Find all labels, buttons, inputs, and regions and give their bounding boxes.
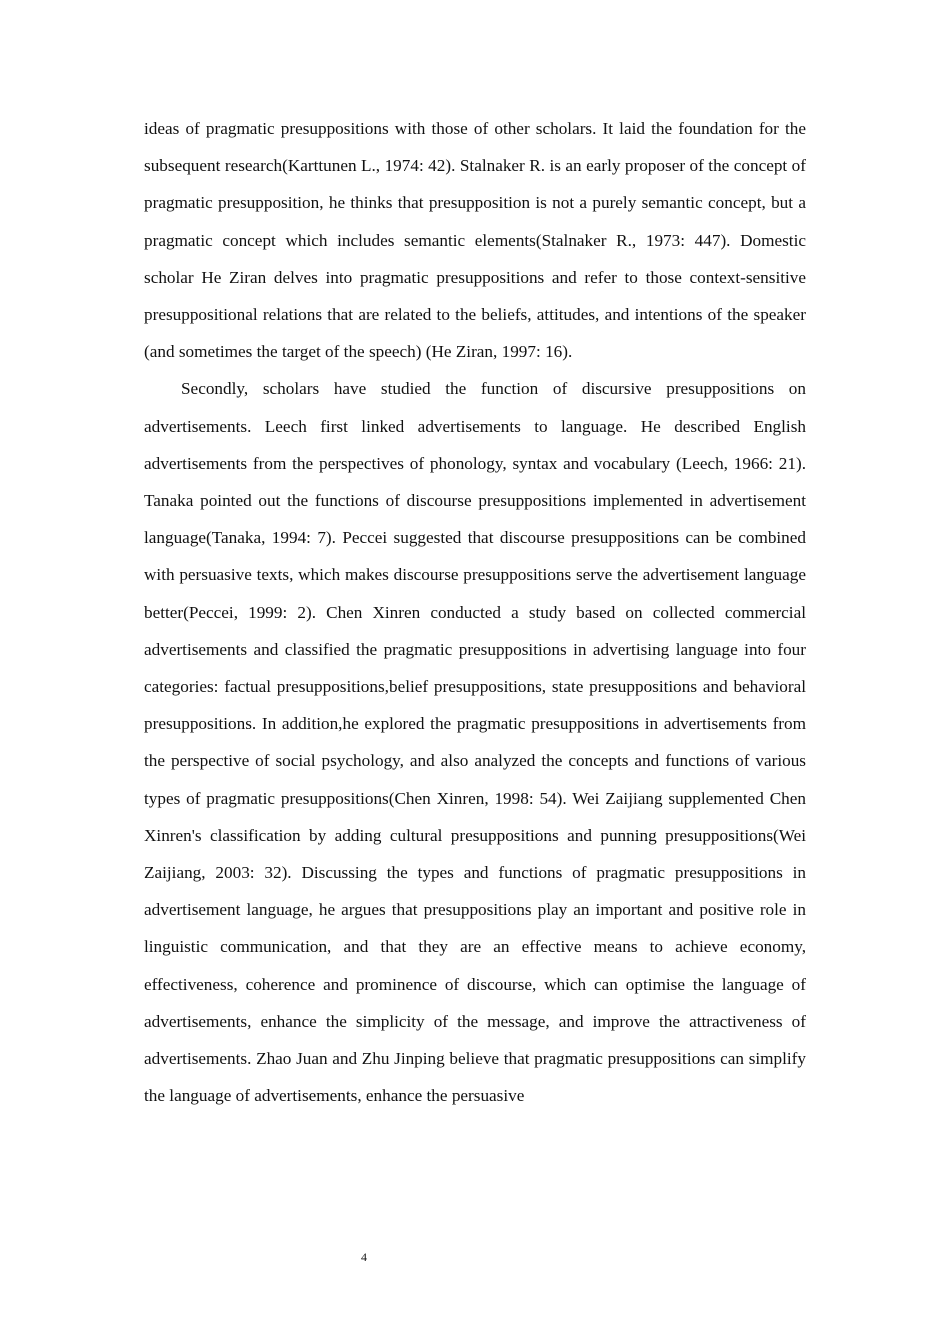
paragraph-continued: ideas of pragmatic presuppositions with those of other scholars. It laid the foundation for the subsequent research(Karttunen L., 1974: 42). Stalnaker R. is an early proposer of the concept of pragmatic presupposition, he thinks that presupposition is not a purely semantic concept, but a pragmatic concept which includes semantic elements(Stalnaker R., 1973: 447). Domestic scholar He Ziran delves into pragmatic presuppositions and refer to those context-sensitive presuppositional relations that are related to the beliefs, attitudes, and intentions of the speaker (and sometimes the target of the speech) (He Ziran, 1997: 16). (144, 119, 806, 362)
paragraph-secondly: Secondly, scholars have studied the function of discursive presuppositions on advertisements. Leech first linked advertisements to language. He described English advertisements from the perspectives of phonology, syntax and vocabulary (Leech, 1966: 21). Tanaka pointed out the functions of discourse presuppositions implemented in advertisement language(Tanaka, 1994: 7). Peccei suggested that discourse presuppositions can be combined with persuasive texts, which makes discourse presuppositions serve the advertisement language better(Peccei, 1999: 2). Chen Xinren conducted a study based on collected commercial advertisements and classified the pragmatic presuppositions in advertising language into four categories: factual presuppositions,belief presuppositions, state presuppositions and behavioral presuppositions. In addition,he explored the pragmatic presuppositions in advertisements from the perspective of social psychology, and also analyzed the concepts and functions of various types of pragmatic presuppositions(Chen Xinren, 1998: 54). Wei Zaijiang supplemented Chen Xinren's classification by adding cultural presuppositions and punning presuppositions(Wei Zaijiang, 2003: 32). Discussing the types and functions of pragmatic presuppositions in advertisement language, he argues that presuppositions play an important and positive role in linguistic communication, and that they are an effective means to achieve economy, effectiveness, coherence and prominence of discourse, which can optimise the language of advertisements, enhance the simplicity of the message, and improve the attractiveness of advertisements. Zhao Juan and Zhu Jinping believe that pragmatic presuppositions can simplify the language of advertisements, enhance the persuasive (144, 379, 806, 1106)
body-text (144, 110, 806, 1114)
page-number: 4 (361, 1250, 367, 1264)
